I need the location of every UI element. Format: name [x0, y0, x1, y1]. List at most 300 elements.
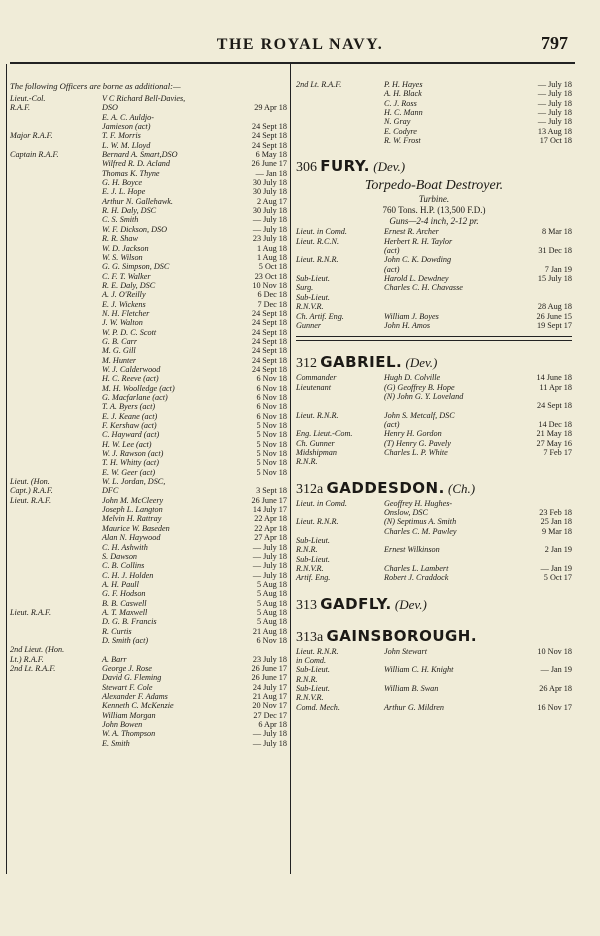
officer-name: H. C. Mann — [384, 108, 423, 118]
list-item — [296, 283, 572, 292]
officer-name: (T) Henry G. Pavely — [384, 438, 451, 448]
officer-date: 5 Nov 18 — [256, 467, 287, 477]
ship-heading-gaddesdon — [296, 477, 572, 499]
officer-date: 5 Nov 18 — [256, 439, 287, 449]
officer-name: T. H. Whitty (act) — [102, 458, 159, 468]
page-title: THE ROYAL NAVY. — [216, 36, 384, 53]
list-item — [10, 187, 287, 196]
officer-name: D. G. B. Francis — [102, 617, 157, 627]
officer-name: R. W. Frost — [384, 136, 421, 146]
list-item — [10, 608, 287, 617]
officer-date: 26 June 17 — [251, 159, 287, 169]
list-item — [10, 244, 287, 253]
list-item — [296, 457, 572, 466]
officer-date: 5 Aug 18 — [256, 598, 287, 608]
list-item — [296, 564, 572, 573]
officer-name: G. Macfarlane (act) — [102, 393, 168, 402]
ship-number: 312 — [296, 356, 317, 372]
officer-rank: R.N.R. — [296, 545, 318, 555]
list-item — [296, 703, 572, 712]
ship-heading-fury — [296, 155, 572, 177]
officer-rank: R.N.V.R. — [296, 564, 324, 574]
list-item — [296, 117, 572, 126]
officer-rank: Lieut. R.N.R. — [296, 646, 339, 656]
officer-name: G. G. Simpson, DSC — [102, 262, 170, 272]
list-item — [296, 420, 572, 429]
officer-name: E. A. C. Auldjo- — [102, 112, 155, 122]
ship-engine — [296, 194, 572, 205]
list-item — [10, 122, 287, 131]
officer-date: 5 Oct 18 — [258, 262, 287, 272]
header-rule — [10, 62, 575, 64]
officer-name: P. H. Hayes — [384, 80, 423, 89]
list-item — [10, 150, 287, 159]
list-item — [296, 536, 572, 545]
officer-date: 13 Aug 18 — [537, 126, 572, 136]
list-item — [10, 673, 287, 682]
officer-rank: Ch. Artif. Eng. — [296, 311, 344, 321]
ship-number: 313a — [296, 629, 324, 645]
list-item — [296, 527, 572, 536]
officer-rank: 2nd Lt. R.A.F. — [296, 80, 342, 89]
officer-date: 29 Apr 18 — [254, 103, 287, 113]
officer-date: 26 Apr 18 — [539, 684, 572, 694]
officer-date: 23 July 18 — [252, 234, 287, 244]
list-item — [10, 468, 287, 477]
officer-date: 14 Dec 18 — [538, 419, 572, 429]
list-item — [296, 517, 572, 526]
officer-rank: Sub-Lieut. — [296, 292, 330, 302]
officer-name: T. A. Byers (act) — [102, 402, 156, 412]
officer-date: 1 Aug 18 — [256, 243, 287, 253]
ship-guns — [296, 216, 572, 227]
list-item — [10, 178, 287, 187]
officer-rank: Lieut. R.A.F. — [10, 607, 52, 617]
officer-rank: 2nd Lt. R.A.F. — [10, 663, 56, 673]
ship-class: (Dev.) — [405, 355, 438, 371]
officer-name: R. Curtis — [102, 626, 132, 636]
officer-date: 5 Aug 18 — [256, 607, 287, 617]
list-item — [296, 499, 572, 508]
officer-rank: Sub-Lieut. — [296, 274, 330, 284]
officer-date: 21 May 18 — [536, 429, 572, 439]
officer-name: John M. McCleery — [102, 495, 164, 505]
officer-name: W. D. Jackson — [102, 243, 149, 253]
officer-date: 6 Nov 18 — [256, 402, 287, 412]
officer-date: — July 18 — [252, 570, 287, 580]
officer-name: R. E. Daly, DSC — [102, 280, 156, 290]
list-item — [10, 729, 287, 738]
officer-name: Charles L. Lambert — [384, 564, 449, 574]
officer-date: 30 July 18 — [252, 187, 287, 197]
list-item — [296, 573, 572, 582]
officer-rank: Eng. Lieut.-Com. — [296, 429, 353, 439]
officer-name: Jamieson (act) — [102, 122, 151, 132]
list-item — [10, 664, 287, 673]
officer-date: 22 Apr 18 — [254, 523, 287, 533]
officer-rank: Ch. Gunner — [296, 438, 335, 448]
officer-date: 6 Dec 18 — [257, 290, 287, 300]
list-item — [10, 290, 287, 299]
list-item — [10, 141, 287, 150]
officer-name: C. S. Smith — [102, 215, 139, 225]
officer-name: A. T. Maxwell — [102, 607, 148, 617]
list-item — [10, 514, 287, 523]
left-edge-rule — [6, 64, 7, 874]
officer-rank: Lieut. in Comd. — [296, 498, 347, 508]
list-item — [296, 136, 572, 145]
officer-name: B. B. Caswell — [102, 598, 147, 608]
officer-date: — July 18 — [252, 224, 287, 234]
engine-text: Turbine. — [418, 194, 450, 205]
officer-date: 6 Nov 18 — [256, 635, 287, 645]
list-item — [10, 365, 287, 374]
list-item — [10, 645, 287, 654]
officer-date: 15 July 18 — [537, 274, 572, 284]
list-item — [296, 656, 572, 665]
list-item — [296, 246, 572, 255]
officer-date: 24 Sept 18 — [251, 346, 287, 356]
list-item — [10, 253, 287, 262]
officer-date: 5 Nov 18 — [256, 421, 287, 431]
ship-class: (Ch.) — [448, 480, 476, 496]
ship-class: (Dev.) — [394, 596, 427, 612]
list-item — [296, 127, 572, 136]
list-item — [296, 227, 572, 236]
list-item — [296, 508, 572, 517]
officer-name: R. R. Shaw — [102, 234, 138, 244]
officer-name: Robert J. Craddock — [384, 573, 449, 583]
officer-date: 22 Apr 18 — [254, 514, 287, 524]
officer-date: 19 Sept 17 — [536, 320, 572, 330]
officer-name: M. Hunter — [102, 355, 137, 365]
officer-name: S. Dawson — [102, 551, 138, 561]
officer-name: George J. Rose — [102, 663, 152, 673]
officer-name: H. C. Reeve (act) — [102, 374, 159, 384]
officer-date: 16 Nov 17 — [537, 702, 572, 712]
list-item — [10, 496, 287, 505]
officer-rank: Comd. Mech. — [296, 702, 340, 712]
fury-officers — [296, 227, 572, 330]
list-item — [296, 108, 572, 117]
officer-name: Charles C. H. Chavasse — [384, 283, 463, 293]
officer-rank: Major R.A.F. — [10, 131, 53, 141]
list-item — [10, 617, 287, 626]
list-item — [296, 383, 572, 392]
ship-name: GADDESDON. — [326, 478, 445, 497]
officer-name: M. G. Gill — [102, 346, 136, 356]
list-item — [10, 346, 287, 355]
officer-name: W. P. D. C. Scott — [102, 327, 157, 337]
officer-name: R. H. Daly, DSC — [102, 206, 157, 216]
officer-name: John Bowen — [102, 720, 143, 730]
officer-date: 24 Sept 18 — [536, 401, 572, 411]
officer-date: 10 Nov 18 — [252, 280, 287, 290]
officer-date: 24 Sept 18 — [251, 122, 287, 132]
officer-rank: R.N.V.R. — [296, 693, 324, 703]
list-item — [10, 402, 287, 411]
list-item — [10, 533, 287, 542]
officer-date: 27 May 16 — [536, 438, 572, 448]
list-item — [296, 293, 572, 302]
list-item — [10, 543, 287, 552]
officer-name: William B. Swan — [384, 684, 439, 694]
officer-date: 6 Nov 18 — [256, 393, 287, 402]
list-item — [296, 392, 572, 401]
list-item — [10, 430, 287, 439]
list-item — [10, 440, 287, 449]
officer-name: Hugh D. Colville — [384, 373, 441, 383]
officer-name: J. W. Walton — [102, 318, 143, 328]
officer-name: E. Smith — [102, 738, 130, 748]
officer-name: C. H. Ashwith — [102, 542, 148, 552]
officer-date: 6 Nov 18 — [256, 411, 287, 421]
officer-date: — Jan 19 — [540, 564, 572, 574]
officer-rank: Lt.) R.A.F. — [10, 654, 44, 664]
officer-date: — July 18 — [537, 108, 572, 118]
list-item — [10, 458, 287, 467]
officer-rank: R.N.V.R. — [296, 302, 324, 312]
officer-name: G. H. Boyce — [102, 178, 143, 188]
officer-name: Alexander F. Adams — [102, 692, 168, 701]
officer-date: 5 Nov 18 — [256, 449, 287, 459]
officer-name: W. J. Calderwood — [102, 364, 161, 374]
list-item — [296, 321, 572, 330]
officer-name: Herbert R. H. Taylor — [384, 236, 453, 246]
officer-date: 6 Nov 18 — [256, 374, 287, 384]
officer-name: N. Gray — [384, 117, 411, 127]
list-item — [10, 318, 287, 327]
officer-name: Geoffrey H. Hughes- — [384, 498, 453, 508]
officer-name: Ernest Wilkinson — [384, 545, 440, 555]
officer-date: — July 18 — [252, 551, 287, 561]
officer-date: 23 Feb 18 — [539, 507, 572, 517]
officer-name: John C. K. Dowding — [384, 255, 452, 265]
list-item — [296, 429, 572, 438]
officer-name: William C. H. Knight — [384, 665, 454, 675]
officer-name: John S. Metcalf, DSC — [384, 410, 455, 420]
officer-date: 23 July 18 — [252, 654, 287, 664]
officer-date: 5 Aug 18 — [256, 589, 287, 599]
officer-name: John Stewart — [384, 646, 427, 656]
officer-name: W. S. Wilson — [102, 252, 143, 262]
list-item — [10, 711, 287, 720]
officer-date: 24 Sept 18 — [251, 308, 287, 318]
section-divider — [296, 336, 572, 341]
officer-name: Joseph L. Langton — [102, 505, 163, 515]
officer-date: 6 May 18 — [255, 150, 287, 160]
list-item — [10, 627, 287, 636]
list-item — [296, 665, 572, 674]
officer-rank: Lieut. R.N.R. — [296, 255, 339, 265]
officer-date: 30 July 18 — [252, 206, 287, 216]
ship-name: FURY. — [320, 157, 370, 176]
list-item — [296, 89, 572, 98]
officer-name: Melvin H. Rattray — [102, 514, 162, 524]
officer-name: C. J. Ross — [384, 98, 417, 108]
list-item — [10, 412, 287, 421]
list-item — [10, 215, 287, 224]
officer-date: 5 Aug 18 — [256, 579, 287, 589]
officer-date: — Jan 18 — [255, 168, 287, 178]
officer-rank: Lieut. R.N.R. — [296, 517, 339, 527]
list-item — [10, 393, 287, 402]
list-item — [10, 589, 287, 598]
officer-name: A. J. O'Reilly — [102, 290, 146, 300]
officer-date: 21 Aug 17 — [252, 692, 287, 701]
officer-name: W. A. Thompson — [102, 729, 156, 739]
list-item — [10, 281, 287, 290]
officer-date: 14 June 18 — [536, 373, 572, 383]
list-item — [10, 206, 287, 215]
officer-name: T. F. Morris — [102, 131, 141, 141]
list-item — [296, 675, 572, 684]
officer-list — [10, 94, 287, 748]
officer-name: L. W. M. Lloyd — [102, 140, 151, 150]
officer-name: C. B. Collins — [102, 561, 145, 571]
officer-name: Bernard A. Smart,DSO — [102, 150, 178, 160]
officer-name: W. L. Jordan, DSC, — [102, 477, 166, 487]
list-item — [10, 225, 287, 234]
officer-date: 20 Nov 17 — [252, 701, 287, 711]
officer-rank: Lieut. (Hon. — [10, 477, 50, 487]
officer-date: — July 18 — [252, 729, 287, 739]
officer-rank: Capt.) R.A.F. — [10, 486, 53, 496]
officer-date: 26 June 15 — [536, 311, 572, 321]
officer-name: (N) John G. Y. Loveland — [384, 391, 464, 401]
officer-name: Kenneth C. McKenzie — [102, 701, 174, 711]
officer-date: 7 Jan 19 — [544, 264, 572, 274]
officer-name: E. Codyre — [384, 126, 417, 136]
officer-rank: Sub-Lieut. — [296, 536, 330, 545]
list-item — [10, 103, 287, 112]
list-item — [296, 302, 572, 311]
officer-date: 14 July 17 — [252, 505, 287, 515]
officer-name: W. J. Rawson (act) — [102, 449, 164, 459]
officer-date: 6 Nov 18 — [256, 383, 287, 393]
list-item — [10, 655, 287, 664]
officer-name: (N) Septimus A. Smith — [384, 517, 457, 527]
officer-date: 7 Dec 18 — [257, 299, 287, 309]
officer-date: 24 Sept 18 — [251, 364, 287, 374]
officer-name: W. F. Dickson, DSO — [102, 224, 168, 234]
officer-rank: R.A.F. — [10, 103, 31, 113]
officer-date: 24 Sept 18 — [251, 131, 287, 141]
officer-date: 11 Apr 18 — [539, 382, 572, 392]
ship-heading-gainsborough — [296, 625, 572, 647]
officer-date: 3 Sept 18 — [256, 486, 287, 496]
list-item — [296, 439, 572, 448]
ship-name: GAINSBOROUGH. — [326, 626, 478, 645]
list-item — [296, 80, 572, 89]
officer-date: — July 18 — [252, 738, 287, 748]
officer-date: 24 Sept 18 — [251, 355, 287, 365]
list-item — [10, 720, 287, 729]
officer-rank: Sub-Lieut. — [296, 684, 330, 694]
officer-date: 2 Aug 17 — [256, 196, 287, 206]
list-item — [10, 552, 287, 561]
gaddesdon-officers — [296, 499, 572, 583]
list-item — [10, 384, 287, 393]
officer-name: M. H. Woolledge (act) — [102, 383, 175, 393]
column-divider — [290, 64, 291, 874]
list-item — [10, 421, 287, 430]
officer-date: 27 Apr 18 — [254, 533, 287, 543]
list-item — [10, 739, 287, 748]
officer-date: — July 18 — [537, 98, 572, 108]
officer-name: Charles C. M. Pawley — [384, 526, 457, 536]
ship-type: Torpedo-Boat Destroyer. — [364, 178, 504, 194]
list-item — [296, 684, 572, 693]
list-item — [10, 328, 287, 337]
officer-name: N. H. Fletcher — [102, 308, 150, 318]
list-item — [10, 337, 287, 346]
gabriel-officers — [296, 373, 572, 466]
list-item — [10, 486, 287, 495]
officer-name: Onslow, DSC — [384, 507, 428, 517]
officer-name: E. J. L. Hope — [102, 187, 146, 197]
list-item — [10, 234, 287, 243]
officer-name: E. J. Wickens — [102, 299, 146, 309]
list-item — [296, 99, 572, 108]
list-item — [10, 580, 287, 589]
officer-name: G. F. Hodson — [102, 589, 146, 599]
officer-date: 26 June 17 — [251, 673, 287, 683]
list-item — [296, 373, 572, 382]
officer-date: 26 June 17 — [251, 663, 287, 673]
officer-rank: Lieut. R.A.F. — [10, 495, 52, 505]
officer-name: Stewart F. Cole — [102, 682, 153, 692]
officer-date: 31 Dec 18 — [538, 246, 572, 256]
list-item — [296, 411, 572, 420]
ship-heading-gabriel — [296, 351, 572, 373]
list-item — [10, 262, 287, 271]
officer-name: (act) — [384, 419, 400, 429]
list-item — [296, 237, 572, 246]
list-item — [10, 449, 287, 458]
officer-name: C. Hayward (act) — [102, 430, 160, 440]
officer-date: 5 Nov 18 — [256, 430, 287, 440]
list-item — [296, 647, 572, 656]
officer-rank: Lieutenant — [296, 382, 332, 392]
officer-name: Maurice W. Baseden — [102, 523, 170, 533]
officer-date: — July 18 — [537, 80, 572, 89]
list-item — [10, 169, 287, 178]
list-item — [296, 312, 572, 321]
list-item — [10, 197, 287, 206]
intro-text: The following Officers are borne as additional:— — [10, 81, 181, 91]
officer-date: 30 July 18 — [252, 178, 287, 188]
officer-date: 5 Nov 18 — [256, 458, 287, 468]
officer-name: A. H. Paull — [102, 579, 139, 589]
officer-rank: Sub-Lieut. — [296, 665, 330, 675]
officer-rank: R.N.R. — [296, 674, 318, 684]
officer-name: A. Barr — [102, 654, 127, 664]
officer-rank: Lieut.-Col. — [10, 94, 46, 103]
officer-date: 2 Jan 19 — [544, 545, 572, 555]
ship-number: 312a — [296, 481, 324, 497]
list-item — [10, 477, 287, 486]
officer-date: — July 18 — [252, 561, 287, 571]
list-item — [10, 159, 287, 168]
officer-date: — July 18 — [252, 215, 287, 225]
officer-rank: in Comd. — [296, 656, 327, 666]
officer-name: C. H. J. Holden — [102, 570, 154, 580]
officer-name: E. J. Keane (act) — [102, 411, 158, 421]
officer-rank: Lieut. R.N.R. — [296, 410, 339, 420]
page-number: 797 — [541, 33, 568, 53]
officer-date: 24 Sept 18 — [251, 318, 287, 328]
